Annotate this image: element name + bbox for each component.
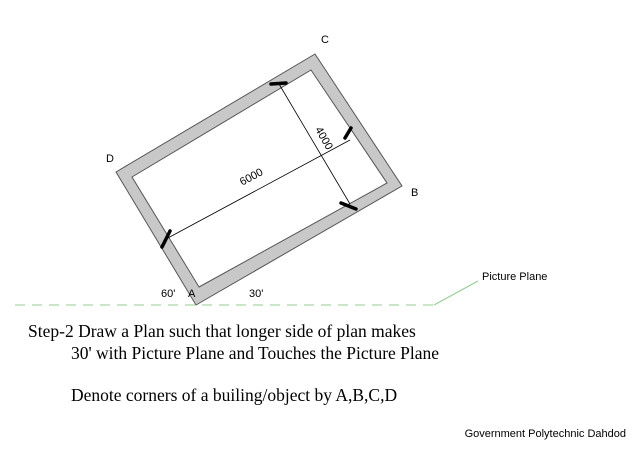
- credit-text: Government Polytechnic Dahdod: [464, 428, 626, 440]
- picture-plane-label: Picture Plane: [482, 271, 548, 283]
- dimension-label-4000: 4000: [312, 124, 335, 153]
- corner-label-a: A: [188, 288, 196, 300]
- caption-line-2: 30' with Picture Plane and Touches the Picture Plane: [71, 343, 440, 363]
- corner-label-d: D: [106, 153, 114, 165]
- angle-label-left: 60': [161, 288, 176, 300]
- picture-plane-leader: [434, 281, 478, 305]
- caption-line-3: Denote corners of a builing/object by A,B,C,D: [71, 385, 398, 405]
- tick-6000-right: [345, 128, 351, 138]
- caption-line-1: Step-2 Draw a Plan such that longer side of plan makes: [28, 321, 416, 341]
- tick-4000-top: [271, 83, 286, 84]
- dimension-label-6000: 6000: [237, 166, 266, 189]
- step-caption: [28, 320, 439, 406]
- angle-label-right: 30': [249, 288, 264, 300]
- corner-label-c: C: [321, 34, 329, 46]
- corner-label-b: B: [411, 187, 419, 199]
